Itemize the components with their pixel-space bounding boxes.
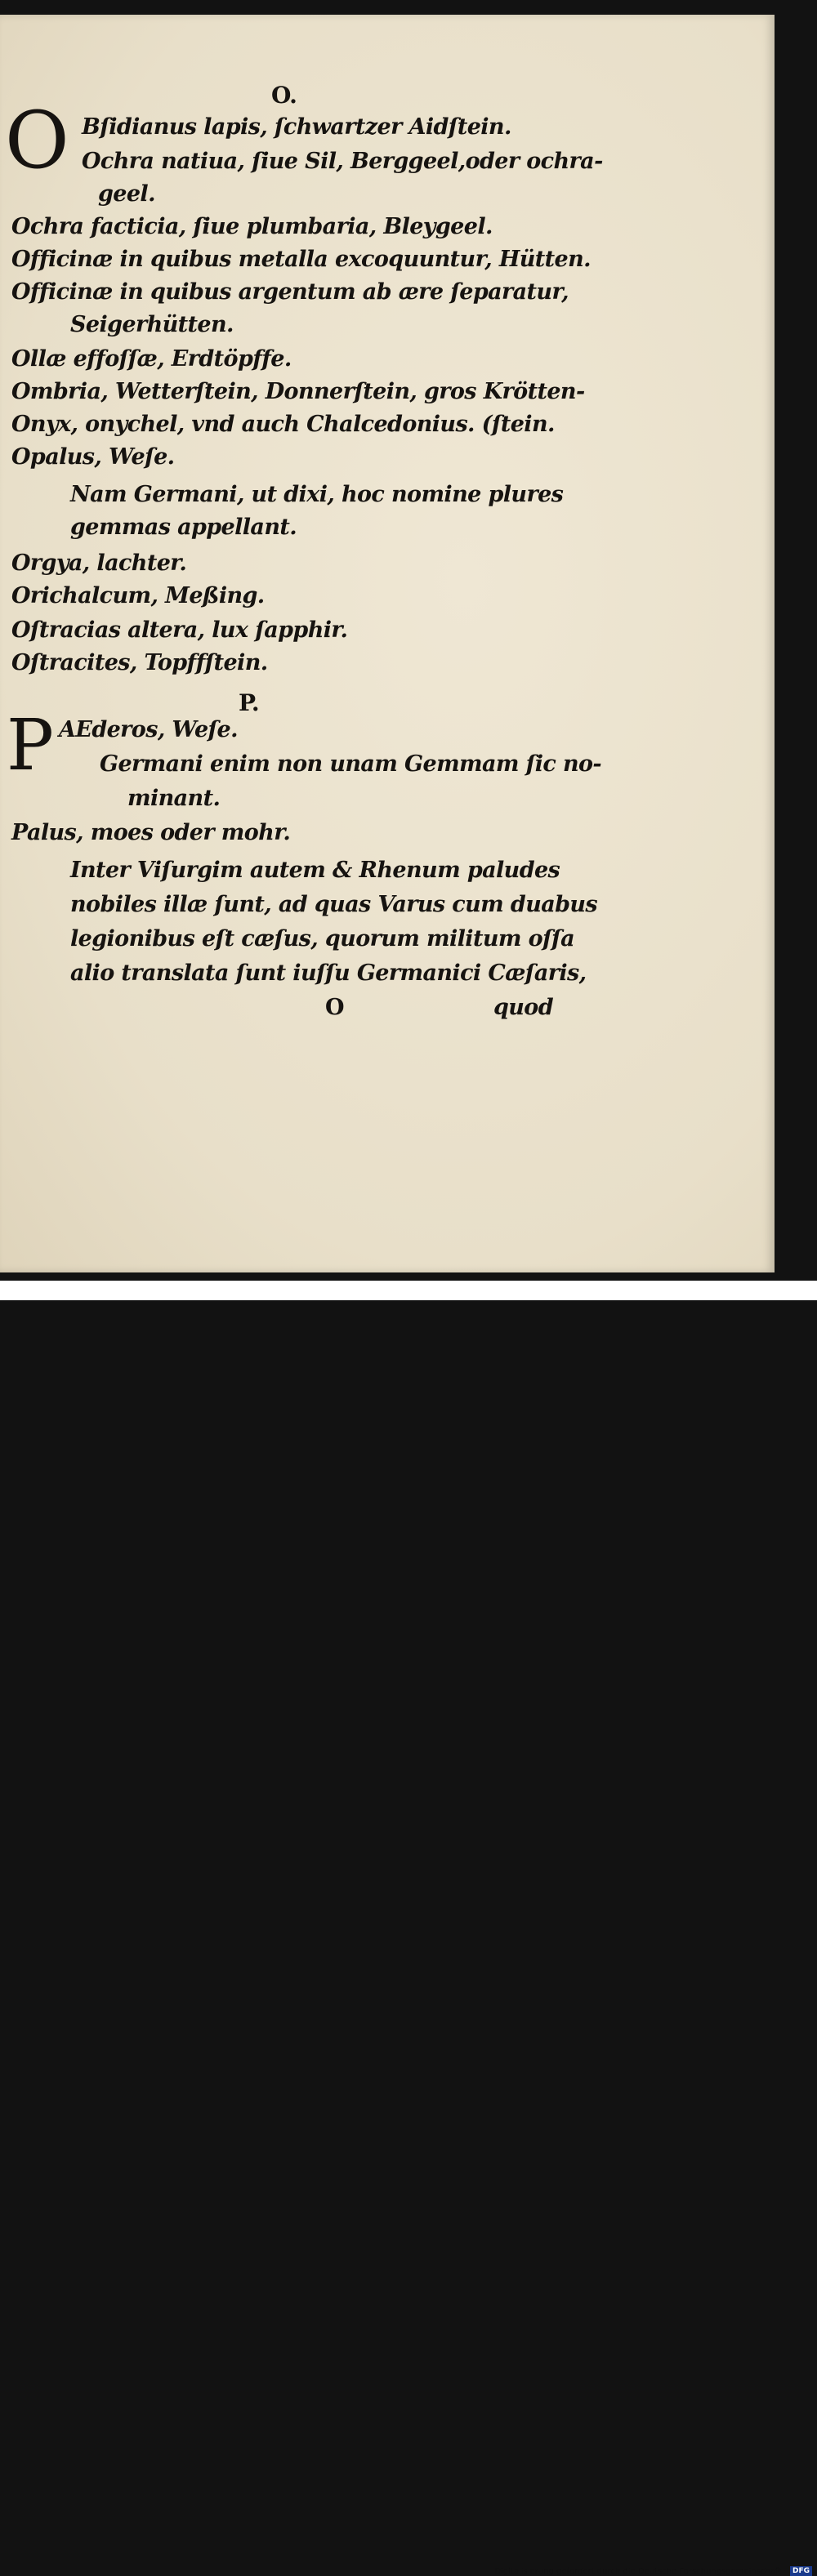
catchword: quod	[493, 995, 553, 1020]
entry-line: Ollæ effoſſæ, Erdtöpffe.	[11, 346, 292, 372]
entry-line: Germani enim non unam Gemmam ſic no-	[100, 751, 602, 777]
entry-line: geel.	[98, 181, 155, 207]
entry-line: Officinæ in quibus argentum ab ære ſeparatur,	[11, 279, 569, 305]
dfg-logo-icon: DFG	[790, 2566, 812, 2576]
footer-bar	[0, 1281, 817, 2576]
entry-line: alio translata ſunt iuſſu Germanici Cæſaris,	[70, 960, 587, 986]
entry-line: Seigerhütten.	[70, 312, 234, 337]
entry-line: Oſtracites, Topffſtein.	[11, 650, 268, 675]
entry-line: Palus, moes oder mohr.	[11, 820, 291, 845]
entry-line: Inter Viſurgim autem & Rhenum paludes	[70, 858, 560, 883]
entry-line: AEderos, Weſe.	[59, 717, 238, 742]
entry-line: Ombria, Wetterſtein, Donnerſtein, gros Krötten-	[11, 379, 585, 404]
drop-cap-o: O	[5, 95, 69, 186]
entry-line: minant.	[127, 786, 221, 811]
entry-line: Ochra natiua, ſiue Sil, Berggeel,oder ochra-	[82, 149, 603, 174]
section-heading-p: P.	[239, 689, 259, 716]
entry-line: Onyx, onychel, vnd auch Chalcedonius. (ſtein.	[11, 412, 555, 437]
entry-line: nobiles illæ ſunt, ad quas Varus cum duabus	[70, 892, 598, 917]
entry-line: Oſtracias altera, lux ſapphir.	[11, 617, 348, 643]
entry-line: Bſidianus lapis, ſchwartzer Aidſtein.	[82, 114, 511, 140]
book-page	[0, 15, 775, 1272]
section-heading-o: O.	[271, 82, 297, 109]
entry-line: gemmas appellant.	[70, 515, 297, 540]
signature-mark: O	[325, 995, 344, 1020]
digitization-credit	[494, 2566, 812, 2576]
credit-text: Digitalisierung gefördert durch die Deutsche Forschungsgemeinschaft -	[494, 2566, 787, 2576]
entry-line: Orgya, lachter.	[11, 550, 187, 576]
entry-line: Ochra facticia, ſiue plumbaria, Bleygeel.	[11, 214, 493, 239]
entry-line: Nam Germani, ut dixi, hoc nomine plures	[70, 482, 564, 507]
entry-line: Opalus, Weſe.	[11, 444, 175, 470]
drop-cap-p: P	[7, 705, 54, 787]
entry-line: Officinæ in quibus metalla excoquuntur, Hütten.	[11, 247, 591, 272]
entry-line: legionibus eſt cæſus, quorum militum oſſa	[70, 926, 574, 952]
entry-line: Orichalcum, Meßing.	[11, 583, 265, 608]
